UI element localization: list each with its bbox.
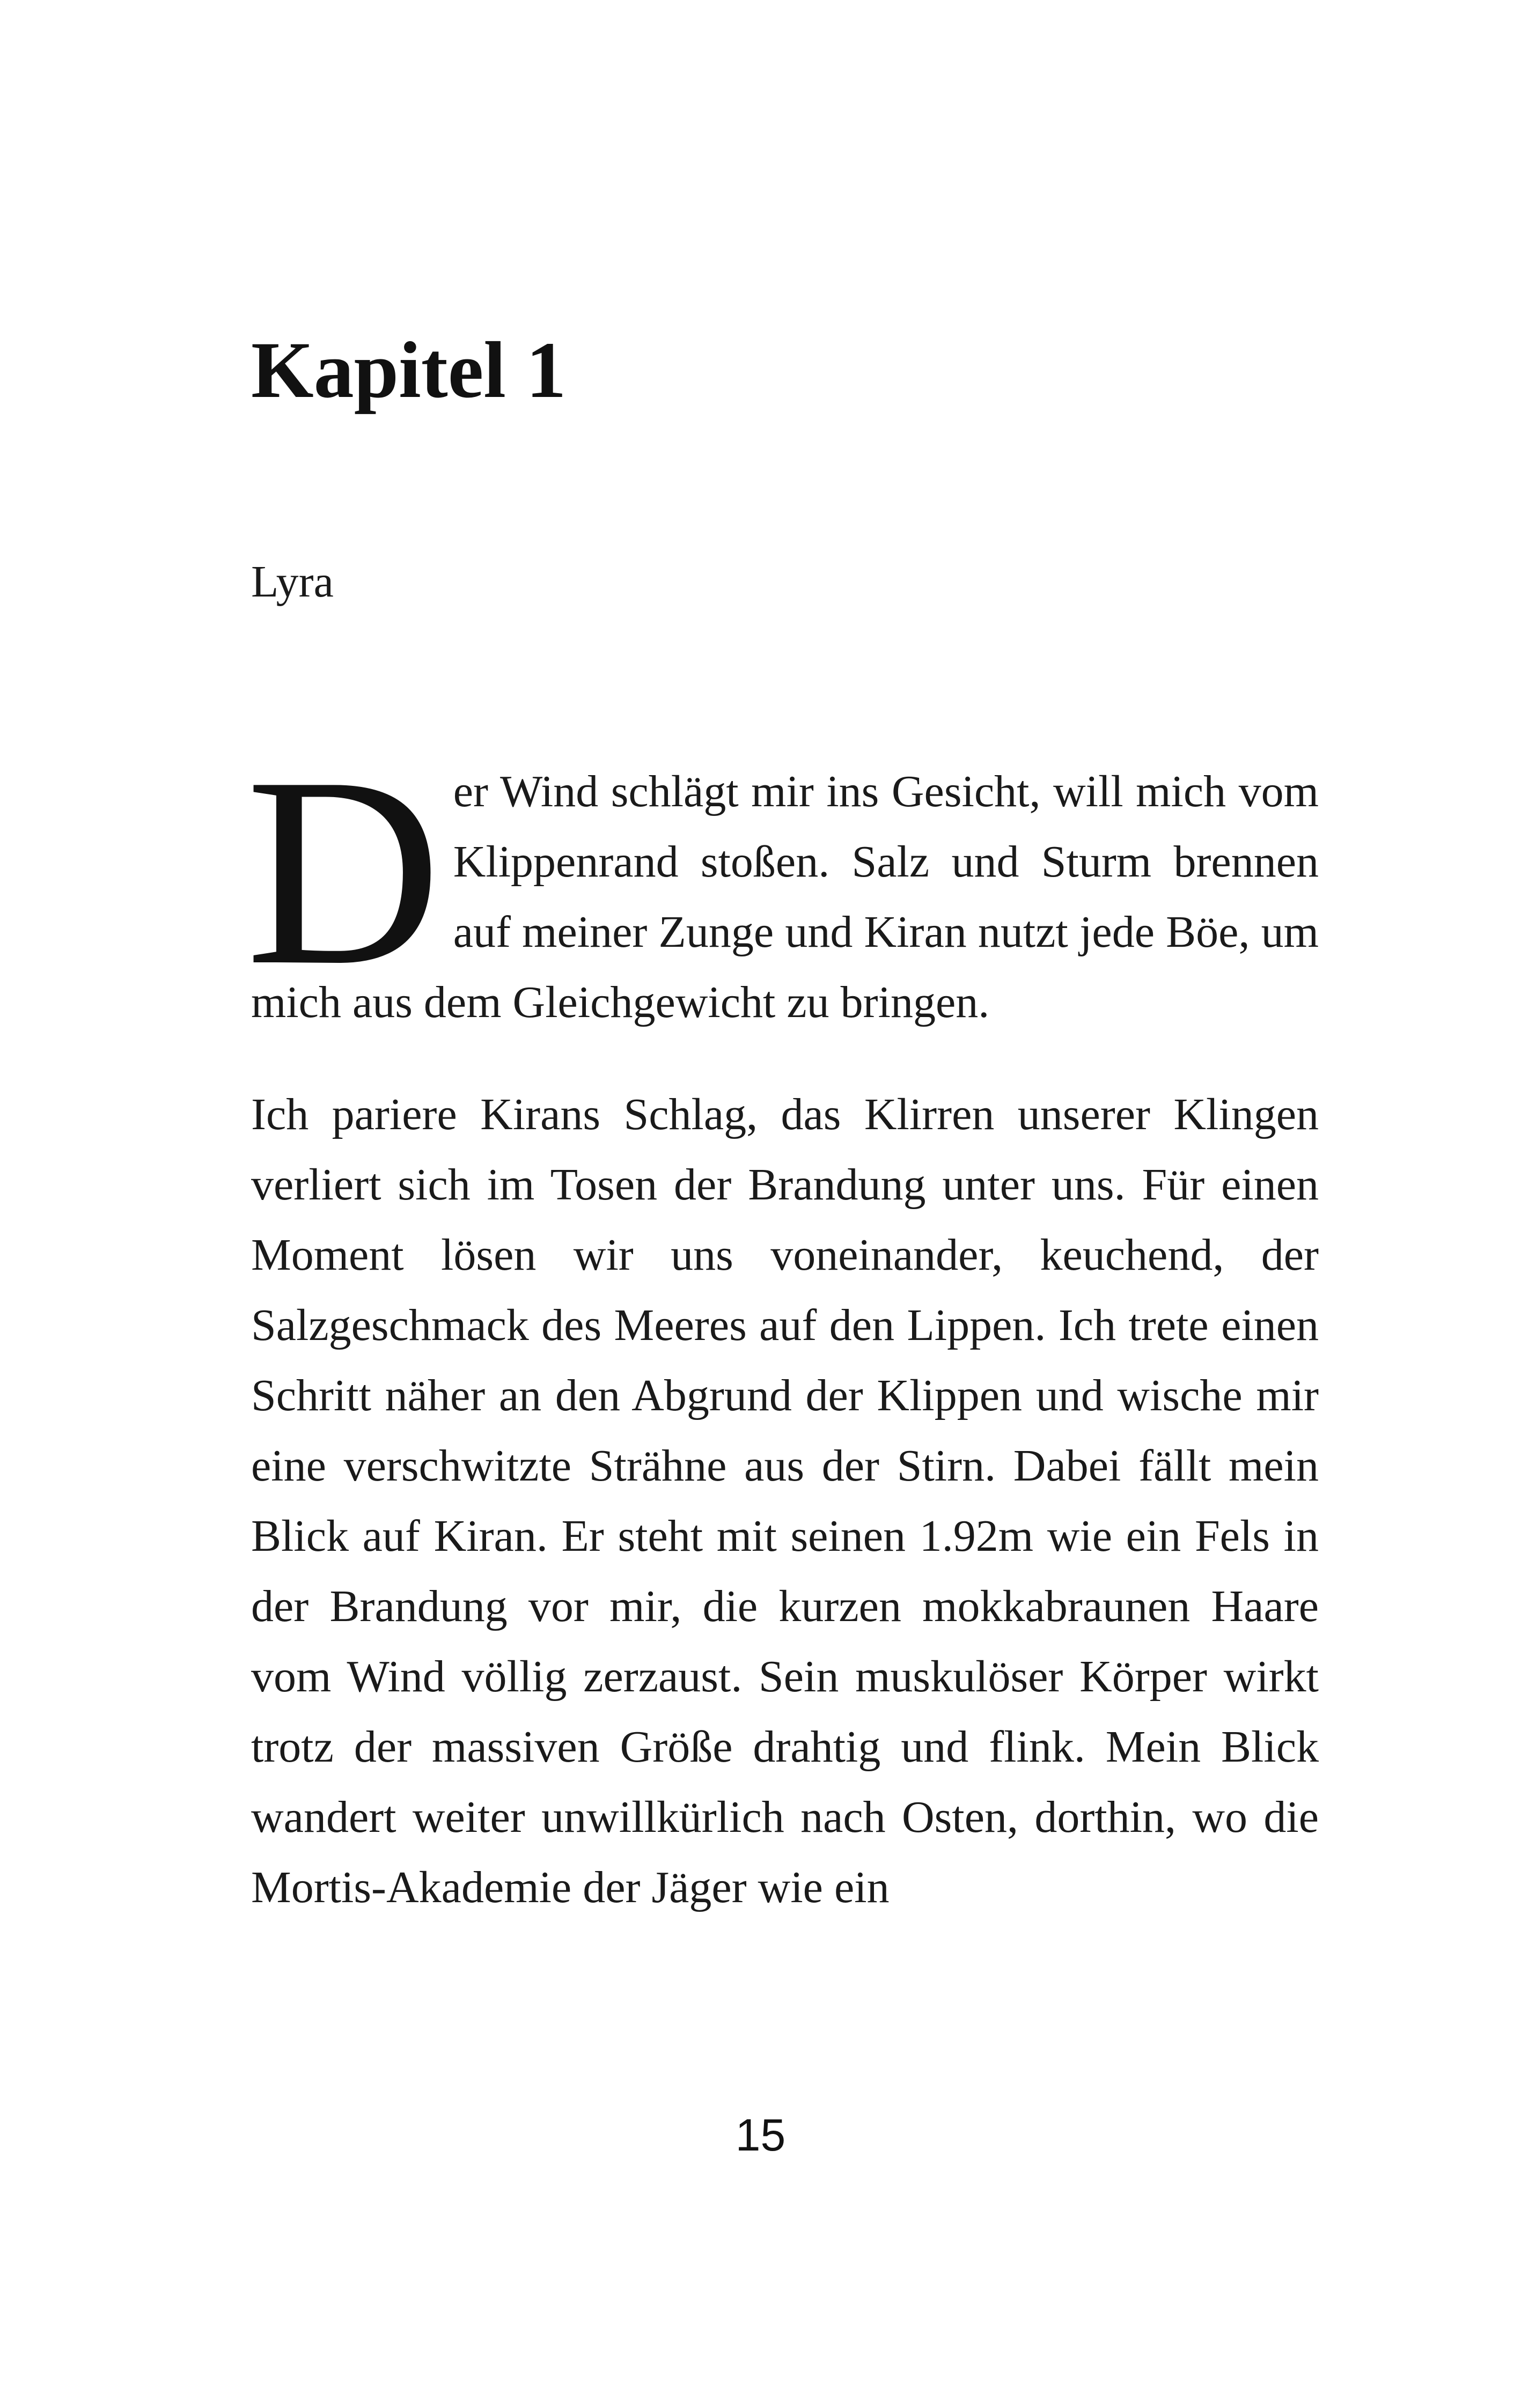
drop-cap: D [246,721,442,1021]
paragraph-2: Ich pariere Kirans Schlag, das Klirren unserer Klingen verliert sich im Tosen der Brandung unter uns. Für einen Moment lösen wir uns voneinander, keuchend, der Salzgeschmack des Meeres auf den Lippen. Ich trete einen Schritt näher an den Abgrund der Klippen und wische mir eine verschwitzte Strähne aus der Stirn. Dabei fällt mein Blick auf Kiran. Er steht mit seinen 1.92m wie ein Fels in der Brandung vor mir, die kurzen mokkabraunen Haare vom Wind völlig zerzaust. Sein muskulöser Körper wirkt trotz der massiven Größe drahtig und flink. Mein Blick wandert weiter unwillkürlich nach Osten, dorthin, wo die Mortis-Akademie der Jäger wie ein [251,1089,1319,1912]
paragraph-1 [246,721,1319,1037]
chapter-title: Kapitel 1 [251,326,567,415]
paragraph-1-text: er Wind schlägt mir ins Gesicht, will mich vom Klippenrand stoßen. Salz und Sturm brennen auf meiner Zunge und Kiran nutzt jede Böe, um mich aus dem Gleichgewicht zu bringen. [251,767,1319,1027]
page-number: 15 [735,2110,786,2160]
pov-character-name: Lyra [251,557,334,607]
chapter-body [246,721,1319,1923]
